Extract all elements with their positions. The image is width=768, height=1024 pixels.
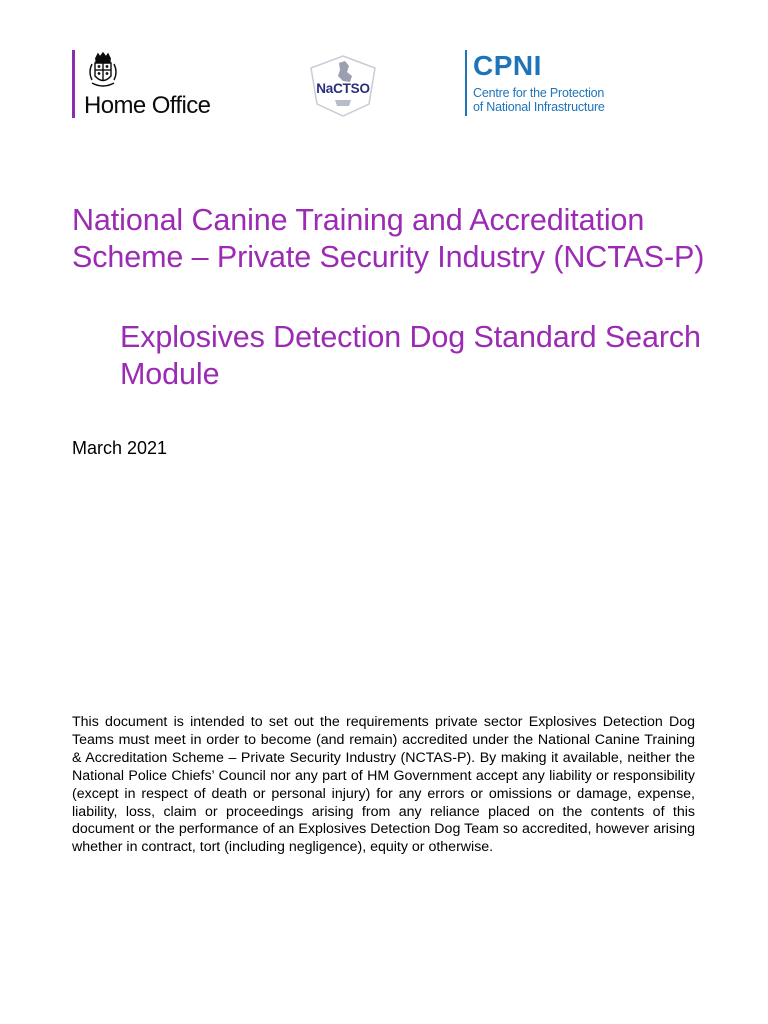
home-office-accent-bar <box>72 50 75 118</box>
cpni-accent-bar <box>465 50 467 116</box>
cpni-subtitle-line-1: Centre for the Protection <box>473 86 605 100</box>
document-subtitle: Explosives Detection Dog Standard Search Module <box>120 320 701 391</box>
home-office-logo <box>72 50 242 120</box>
cpni-subtitle <box>473 86 605 114</box>
nactso-wordmark: NaCTSO <box>316 81 370 96</box>
cpni-subtitle-line-2: of National Infrastructure <box>473 100 605 114</box>
cpni-acronym: CPNI <box>473 50 542 81</box>
nactso-logo <box>305 54 381 118</box>
home-office-wordmark: Home Office <box>84 92 211 119</box>
document-title: National Canine Training and Accreditation Scheme – Private Security Industry (NCTAS-P) <box>72 203 705 274</box>
disclaimer-paragraph: This document is intended to set out the requirements private sector Explosives Detection Dog Teams must meet in order to become (and remain) accredited under the National Canine Training & Accreditation Scheme – Private Security Industry (NCTAS-P). By making it available, neither the National Police Chiefs’ Council nor any part of HM Government accept any liability or responsibility (except in respect of death or personal injury) for any errors or omissions or damage, expense, liability, loss, claim or proceedings arising from any reliance placed on the contents of this document or the performance of an Explosives Detection Dog Team so accredited, however arising whether in contract, tort (including negligence), equity or otherwise. <box>72 714 695 856</box>
royal-crest-icon <box>86 52 120 92</box>
cpni-logo <box>465 50 635 120</box>
document-date: March 2021 <box>72 438 168 458</box>
